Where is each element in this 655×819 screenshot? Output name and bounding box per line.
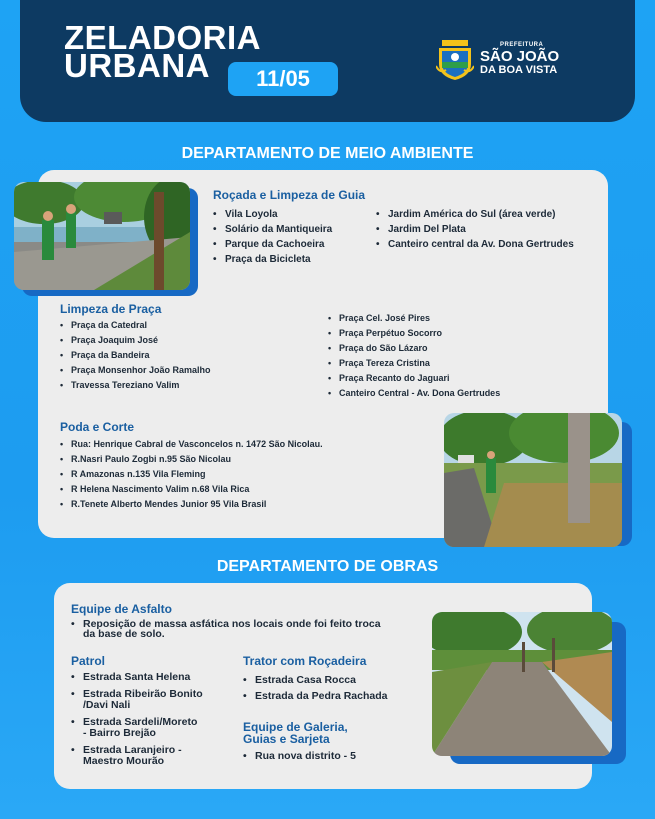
- galeria-heading-line-1: Equipe de Galeria,: [243, 720, 348, 734]
- logo-city-name-2: DA BOA VISTA: [480, 64, 558, 76]
- photo-estrada: [432, 612, 612, 756]
- header-banner: [20, 0, 635, 122]
- asfalto-line-2: da base de solo.: [83, 628, 165, 640]
- rocada-list-2: [376, 207, 574, 252]
- list-item: • Estrada da Pedra Rachada: [243, 688, 387, 704]
- list-item: • Canteiro Central - Av. Dona Gertrudes: [328, 386, 500, 401]
- list-item: • Praça do São Lázaro: [328, 341, 500, 356]
- date-badge: 11/05: [228, 62, 338, 96]
- asfalto-list: [71, 619, 381, 639]
- rocada-list-1: [213, 207, 332, 267]
- list-item: • Praça da Bandeira: [60, 348, 211, 363]
- limpeza-list-1: [60, 318, 211, 393]
- list-item: • R.Tenete Alberto Mendes Junior 95 Vila Brasil: [60, 497, 323, 512]
- asfalto-heading: Equipe de Asfalto: [71, 602, 172, 616]
- list-item: • Canteiro central da Av. Dona Gertrudes: [376, 237, 574, 252]
- rocada-heading: Roçada e Limpeza de Guia: [213, 188, 366, 202]
- photo-rocada: [14, 182, 190, 290]
- patrol-heading: Patrol: [71, 654, 106, 668]
- list-item: • Jardim América do Sul (área verde): [376, 207, 574, 222]
- galeria-list: [243, 749, 356, 763]
- list-item: • Travessa Tereziano Valim: [60, 378, 211, 393]
- list-item-line: Maestro Mourão: [83, 755, 165, 767]
- list-item: • Jardim Del Plata: [376, 222, 574, 237]
- list-item: • Praça Tereza Cristina: [328, 356, 500, 371]
- list-item-line: • Estrada Laranjeiro -: [83, 744, 182, 756]
- list-item: • Praça Monsenhor João Ramalho: [60, 363, 211, 378]
- asfalto-line-1: • Reposição de massa asfática nos locais onde foi feito troca: [83, 618, 381, 630]
- list-item: • Praça Cel. José Pires: [328, 311, 500, 326]
- city-logo: [436, 36, 566, 86]
- poda-list: [60, 437, 323, 512]
- list-item: • Praça Perpétuo Socorro: [328, 326, 500, 341]
- list-item: [71, 745, 203, 767]
- list-item: • Vila Loyola: [213, 207, 332, 222]
- list-item: • Parque da Cachoeira: [213, 237, 332, 252]
- poda-photo-image: [444, 413, 622, 547]
- limpeza-heading: Limpeza de Praça: [60, 302, 162, 316]
- list-item: • R Helena Nascimento Valim n.68 Vila Rica: [60, 482, 323, 497]
- list-item-line: • Estrada Sardeli/Moreto: [83, 716, 198, 728]
- list-item: • Praça Recanto do Jaguari: [328, 371, 500, 386]
- list-item: • Solário da Mantiqueira: [213, 222, 332, 237]
- photo-poda: [444, 413, 622, 547]
- patrol-list: [71, 672, 203, 773]
- galeria-heading-line-2: Guias e Sarjeta: [243, 732, 330, 746]
- list-item: • R Amazonas n.135 Vila Fleming: [60, 467, 323, 482]
- list-item: [71, 672, 203, 683]
- logo-small-text: PREFEITURA: [500, 42, 544, 48]
- poda-heading: Poda e Corte: [60, 420, 135, 434]
- list-item: • Estrada Casa Rocca: [243, 672, 387, 688]
- list-item: • Rua: Henrique Cabral de Vasconcelos n. 1472 São Nicolau.: [60, 437, 323, 452]
- limpeza-list-2: [328, 311, 500, 401]
- dept-obras-title: DEPARTAMENTO DE OBRAS: [216, 558, 439, 575]
- list-item-line: /Davi Nali: [83, 699, 131, 711]
- rocada-photo-image: [14, 182, 190, 290]
- list-item: • Praça Joaquim José: [60, 333, 211, 348]
- title-line-1: ZELADORIA: [64, 19, 261, 56]
- list-item-line: • Estrada Santa Helena: [83, 671, 191, 683]
- list-item: • Praça da Catedral: [60, 318, 211, 333]
- city-crest-icon: [436, 40, 474, 80]
- list-item: • Rua nova distrito - 5: [243, 749, 356, 763]
- estrada-photo-image: [432, 612, 612, 756]
- logo-city-name: SÃO JOÃO: [480, 48, 560, 65]
- list-item-line: - Bairro Brejão: [83, 727, 156, 739]
- list-item: • R.Nasri Paulo Zogbi n.95 São Nicolau: [60, 452, 323, 467]
- list-item: [71, 717, 203, 739]
- dept-meio-ambiente-title: DEPARTAMENTO DE MEIO AMBIENTE: [181, 145, 474, 162]
- list-item: [71, 689, 203, 711]
- trator-list: [243, 672, 387, 704]
- galeria-heading: [243, 721, 348, 745]
- title-line-2: URBANA: [64, 47, 210, 84]
- trator-heading: Trator com Roçadeira: [243, 654, 367, 668]
- list-item: • Praça da Bicicleta: [213, 252, 332, 267]
- list-item-line: • Estrada Ribeirão Bonito: [83, 688, 203, 700]
- list-item: [71, 619, 381, 639]
